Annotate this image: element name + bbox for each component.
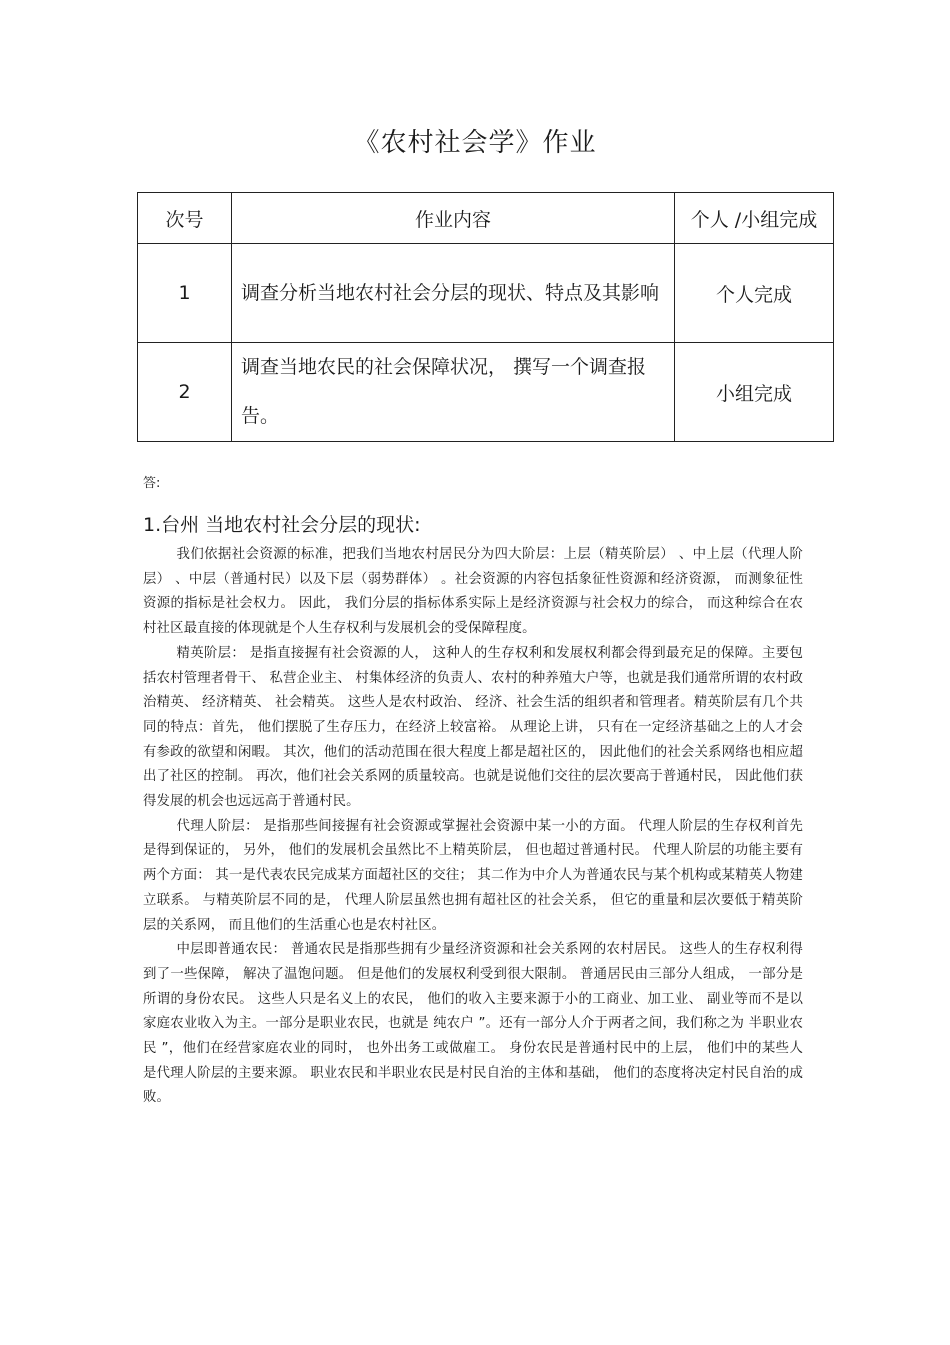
row-mode: 个人完成 bbox=[675, 244, 834, 343]
header-content: 作业内容 bbox=[232, 193, 675, 244]
paragraph: 精英阶层： 是指直接握有社会资源的人， 这种人的生存权利和发展权利都会得到最充足的保障。主要包括农村管理者骨干、 私营企业主、 村集体经济的负责人、农村的种养殖大户等，也就是我们通常所谓的农村政治精英、 经济精英、 社会精英。 这些人是农村政治、 经济、社会生活的组织者和管理者。精英阶层有几个共同的特点：首先， 他们摆脱了生存压力，在经济上较富裕。 从理论上讲， 只有在一定经济基础之上的人才会有参政的欲望和闲暇。 其次，他们的活动范围在很大程度上都是超社区的， 因此他们的社会关系网络也相应超出了社区的控制。 再次，他们社会关系网的质量较高。也就是说他们交往的层次要高于普通村民， 因此他们获得发展的机会也远远高于普通村民。 bbox=[143, 645, 803, 810]
assignment-table bbox=[137, 192, 834, 442]
table-row bbox=[138, 343, 834, 442]
table-header-row bbox=[138, 193, 834, 244]
row-content: 调查分析当地农村社会分层的现状、特点及其影响 bbox=[232, 244, 675, 343]
row-number: 2 bbox=[138, 343, 232, 442]
table-row bbox=[138, 244, 834, 343]
row-number: 1 bbox=[138, 244, 232, 343]
section-heading: 1.台州 当地农村社会分层的现状: bbox=[143, 514, 421, 536]
paragraph: 代理人阶层： 是指那些间接握有社会资源或掌握社会资源中某一小的方面。 代理人阶层的生存权利首先是得到保证的， 另外， 他们的发展机会虽然比不上精英阶层， 但也超过普通村民。 代理人阶层的功能主要有两个方面： 其一是代表农民完成某方面超社区的交往； 其二作为中介人为普通农民与某个机构或某精英人物建立联系。 与精英阶层不同的是， 代理人阶层虽然也拥有超社区的社会关系， 但它的重量和层次要低于精英阶层的关系网， 而且他们的生活重心也是农村社区。 bbox=[143, 818, 803, 933]
paragraph: 中层即普通农民： 普通农民是指那些拥有少量经济资源和社会关系网的农村居民。 这些人的生存权利得到了一些保障， 解决了温饱问题。 但是他们的发展权利受到很大限制。 普通居民由三部分人组成， 一部分是所谓的身份农民。 这些人只是名义上的农民， 他们的收入主要来源于小的工商业、加工业、 副业等而不是以家庭农业收入为主。一部分是职业农民，也就是 纯农户 ”。还有一部分人介于两者之间，我们称之为 半职业农民 ”，他们在经营家庭农业的同时， 也外出务工或做雇工。 身份农民是普通村民中的上层， 他们中的某些人是代理人阶层的主要来源。 职业农民和半职业农民是村民自治的主体和基础， 他们的态度将决定村民自治的成败。 bbox=[143, 942, 803, 1106]
header-mode: 个人 /小组完成 bbox=[675, 193, 834, 244]
row-content: 调查当地农民的社会保障状况， 撰写一个调查报告。 bbox=[232, 343, 675, 442]
row-mode: 小组完成 bbox=[675, 343, 834, 442]
paragraph: 我们依据社会资源的标准，把我们当地农村居民分为四大阶层：上层（精英阶层） 、中上层（代理人阶层） 、中层（普通村民）以及下层（弱势群体） 。社会资源的内容包括象征性资源和经济资源， 而测象征性资源的指标是社会权力。 因此， 我们分层的指标体系实际上是经济资源与社会权力的综合， 而这种综合在农村社区最直接的体现就是个人生存权利与发展机会的受保障程度。 bbox=[143, 547, 803, 637]
answer-label: 答: bbox=[143, 476, 161, 491]
body-text bbox=[143, 543, 803, 1111]
page-title: 《农村社会学》作业 bbox=[353, 128, 597, 158]
header-number: 次号 bbox=[138, 193, 232, 244]
